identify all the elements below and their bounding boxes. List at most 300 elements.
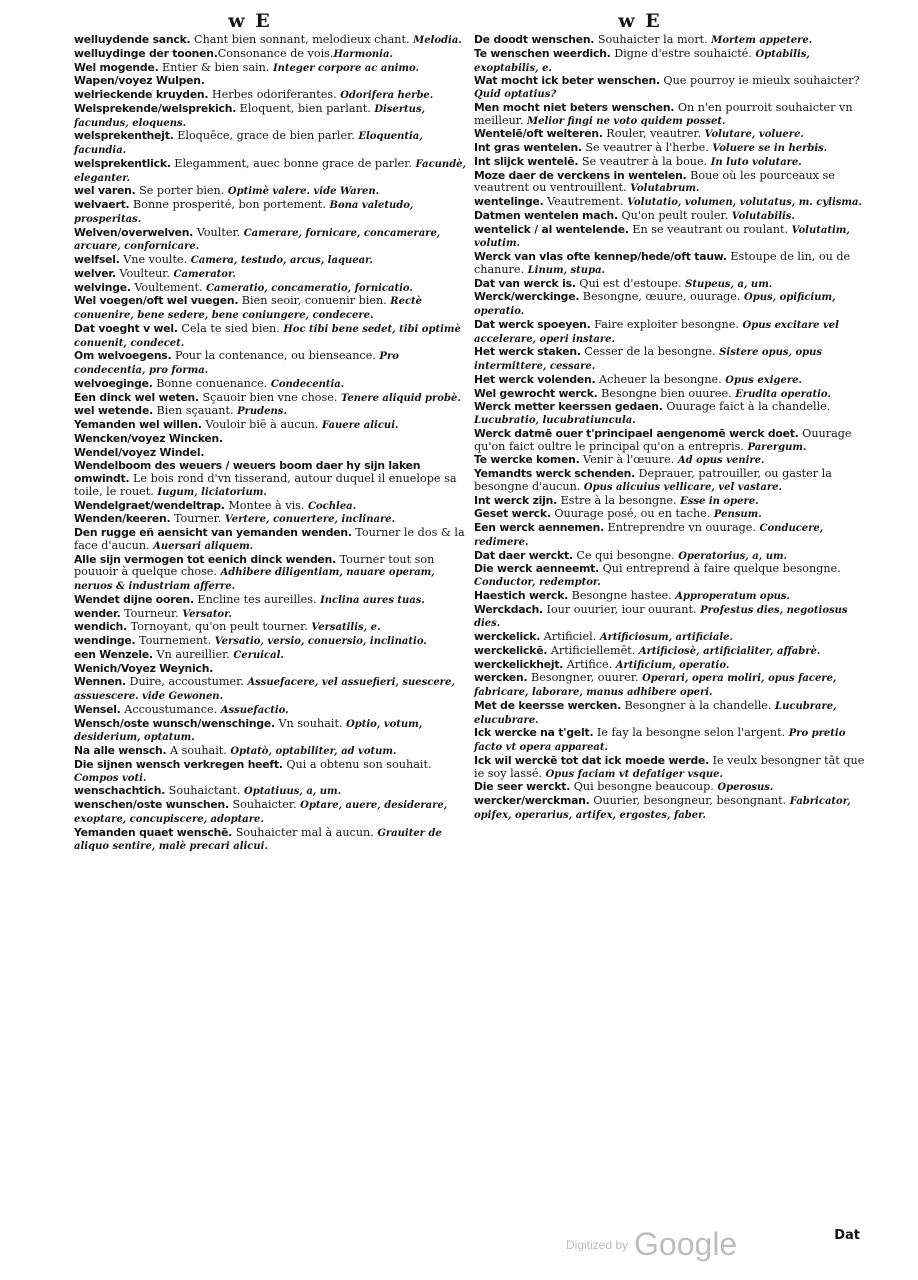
latin-gloss: Bona valetudo, prosperitas.: [74, 200, 414, 225]
dictionary-entry: [74, 392, 467, 406]
latin-gloss: Auersari aliquem.: [153, 540, 254, 552]
french-gloss: Entreprendre vn ouurage.: [603, 521, 760, 534]
headword: Ick wil werckē tot dat ick moede werde.: [474, 753, 710, 767]
headword: Wat mocht ick beter wenschen.: [474, 74, 660, 88]
french-gloss: Vn souhait.: [274, 716, 347, 730]
headword: wel varen.: [74, 184, 136, 198]
headword: wentelick / al wentelende.: [474, 222, 629, 236]
latin-gloss: Optatò, optabiliter, ad votum.: [230, 746, 397, 757]
headword: welluydende sanck.: [74, 33, 191, 46]
headword: wentelinge.: [474, 195, 544, 208]
headword: Wendet dijne ooren.: [74, 592, 194, 606]
dictionary-entry: [474, 522, 867, 550]
french-gloss: Voulteur.: [115, 266, 174, 280]
latin-gloss: Parergum.: [747, 441, 807, 453]
french-gloss: Boue où les pourceaux se veautrent ou ventrouillent.: [474, 168, 835, 195]
latin-gloss: Versator.: [182, 608, 232, 620]
latin-gloss: Camerator.: [173, 268, 236, 280]
french-gloss: Consonance de vois.: [217, 46, 334, 60]
dictionary-entry: [474, 102, 867, 129]
dictionary-entry: [74, 323, 467, 351]
watermark-small-text: Digitized by: [566, 1237, 629, 1252]
french-gloss: Ouurage qu'on faict oultre le principal qu'on a entrepris.: [474, 426, 852, 453]
french-gloss: Souhaicter.: [228, 798, 301, 811]
latin-gloss: Optare, auere, desiderare, exoptare, concupiscere, adoptare.: [74, 800, 448, 825]
dictionary-entry: [74, 594, 467, 608]
headword: welrieckende kruyden.: [74, 88, 209, 101]
french-gloss: Elegamment, auec bonne grace de parler.: [170, 156, 416, 170]
headword: Men mocht niet beters wenschen.: [474, 100, 675, 114]
headword: Int slijck wentelē.: [474, 154, 579, 168]
headword: Werckdach.: [474, 602, 543, 616]
latin-gloss: Grauiter de aliquo sentire, malè precari alicui.: [74, 827, 442, 853]
dictionary-entry: [74, 254, 467, 268]
headword: welluydinge der toonen.: [74, 46, 218, 60]
headword: Wentelē/oft welteren.: [474, 127, 603, 141]
latin-gloss: Operari, opera moliri, opus facere, fabricare, laborare, manus adhibere operi.: [474, 673, 837, 698]
dictionary-entry: [74, 350, 467, 378]
french-gloss: Artificiellemēt.: [547, 643, 639, 657]
dictionary-entry: [74, 378, 467, 392]
french-gloss: Estoupe de lin, ou de chanure.: [474, 250, 851, 276]
latin-gloss: Iugum, liciatorium.: [157, 486, 267, 498]
headword: welvaert.: [74, 198, 130, 211]
french-gloss: Acheuer la besongne.: [595, 372, 726, 386]
french-gloss: Voultement.: [130, 280, 207, 294]
french-gloss: Ouurage posé, ou en tache.: [550, 507, 714, 521]
latin-gloss: Melior fingi ne voto quidem posset.: [527, 115, 726, 127]
french-gloss: Souhaictant.: [165, 784, 244, 798]
french-gloss: Venir à l'œuure.: [579, 453, 678, 467]
headword: Werck van vlas ofte kennep/hede/oft tauw.: [474, 250, 727, 263]
french-gloss: Vn aureillier.: [152, 647, 234, 661]
headword: Alle sijn vermogen tot eenich dinck wenden.: [74, 552, 337, 566]
dictionary-entry: [474, 563, 867, 590]
french-gloss: Pour la contenance, ou bienseance.: [171, 349, 380, 363]
dictionary-entry: [474, 401, 867, 428]
french-gloss: Faire exploiter besongne.: [590, 317, 743, 331]
french-gloss: Qui est d'estoupe.: [575, 276, 686, 290]
dictionary-entry: [474, 508, 867, 522]
dictionary-entry: [474, 659, 867, 673]
headword: Geset werck.: [474, 507, 551, 521]
dictionary-entry: [474, 727, 867, 755]
latin-gloss: Tenere aliquid probè.: [341, 392, 461, 404]
headword: Wel mogende.: [74, 60, 159, 74]
latin-gloss: Adhibere diligentiam, nauare operam, neruos & industriam afferre.: [74, 567, 435, 592]
headword: wercken.: [474, 671, 528, 685]
latin-gloss: Pro pretio facto vt opera appareat.: [474, 728, 846, 753]
dictionary-entry: [74, 785, 467, 799]
dictionary-entry: [74, 282, 467, 296]
dictionary-entry: [474, 196, 867, 210]
right-column: [474, 34, 867, 823]
latin-gloss: Hoc tibi bene sedet, tibi optimè conuenit, condecet.: [74, 323, 461, 349]
headword: Wel gewrocht werck.: [474, 386, 598, 400]
headword: Die sijnen wensch verkregen heeft.: [74, 757, 283, 771]
dictionary-entry: [474, 34, 867, 48]
french-gloss: Voulter.: [193, 225, 244, 239]
latin-gloss: Compos voti.: [74, 772, 147, 784]
dictionary-entry: [474, 278, 867, 292]
headword: wenschen/oste wunschen.: [74, 798, 229, 811]
page-header-right: w E: [618, 10, 662, 32]
latin-gloss: Ceruical.: [233, 649, 284, 661]
french-gloss: Ie fay la besongne selon l'argent.: [593, 726, 789, 740]
french-gloss: Qui entreprend à faire quelque besongne.: [599, 562, 841, 576]
headword: Wenden/keeren.: [74, 512, 171, 526]
dictionary-entry: [474, 251, 867, 278]
latin-gloss: Camera, testudo, arcus, laquear.: [190, 255, 373, 266]
headword: Welsprekende/welsprekich.: [74, 101, 237, 115]
dictionary-entry: [74, 199, 467, 227]
latin-gloss: Optatiuus, a, um.: [243, 786, 342, 798]
headword: Werck datmē ouer t'principael aengenomē werck doet.: [474, 426, 799, 440]
french-gloss: Duire, accoustumer.: [125, 675, 248, 689]
latin-gloss: Versatilis, e.: [311, 622, 381, 634]
french-gloss: Eloquent, bien parlant.: [236, 101, 375, 115]
latin-gloss: Conductor, redemptor.: [474, 577, 601, 588]
french-gloss: Ouurage faict à la chandelle.: [662, 400, 831, 414]
latin-gloss: Harmonia.: [333, 48, 393, 60]
headword: een Wenzele.: [74, 647, 153, 661]
headword: werckelickhejt.: [474, 657, 564, 671]
headword: werckelickē.: [474, 643, 548, 657]
dictionary-entry: [74, 460, 467, 499]
french-gloss: Tourner.: [170, 512, 225, 526]
headword: wercker/werckman.: [474, 794, 590, 807]
headword: wendich.: [74, 620, 128, 634]
headword: Te wercke komen.: [474, 453, 580, 467]
dictionary-entry: [74, 663, 467, 677]
dictionary-entry: [74, 827, 467, 855]
latin-gloss: Pro condecentia, pro forma.: [74, 351, 399, 376]
latin-gloss: Profestus dies, negotiosus dies.: [474, 604, 848, 630]
dictionary-entry: [74, 745, 467, 759]
french-gloss: Ce qui besongne.: [572, 548, 679, 562]
headword: wendinge.: [74, 634, 136, 647]
headword: welsprekenthejt.: [74, 129, 174, 143]
french-gloss: Besongne bien ouuree.: [597, 386, 736, 400]
french-gloss: Artifice.: [563, 657, 616, 671]
headword: Dat daer werckt.: [474, 548, 573, 562]
french-gloss: Vne voulte.: [119, 253, 191, 266]
french-gloss: Se veautrer à l'herbe.: [581, 141, 713, 154]
headword: Een werck aennemen.: [474, 521, 604, 534]
dictionary-entry: [474, 495, 867, 509]
dictionary-entry: [474, 170, 867, 197]
latin-gloss: Stupeus, a, um.: [685, 278, 773, 290]
dictionary-entry: [74, 635, 467, 649]
headword: Een dinck wel weten.: [74, 390, 199, 404]
headword: welver.: [74, 266, 116, 280]
dictionary-entry: [474, 388, 867, 402]
french-gloss: Se porter bien.: [135, 184, 228, 198]
french-gloss: Bonne prosperité, bon portement.: [129, 198, 330, 211]
headword: Den rugge eñ aensicht van yemanden wenden.: [74, 526, 352, 539]
dictionary-entry: [74, 419, 467, 433]
latin-gloss: Volutabrum.: [630, 183, 700, 195]
latin-gloss: Vertere, conuertere, inclinare.: [224, 514, 396, 526]
dictionary-entry: [74, 759, 467, 786]
dictionary-entry: [74, 268, 467, 282]
french-gloss: Eloquēce, grace de bien parler.: [173, 129, 359, 143]
latin-gloss: Assuefacere, vel assuefieri, suescere, assuescere. vide Gewonen.: [74, 677, 455, 702]
french-gloss: Encline tes aureilles.: [193, 592, 321, 606]
latin-gloss: Voluere se in herbis.: [712, 143, 828, 154]
french-gloss: Besongner à la chandelle.: [621, 698, 776, 712]
latin-gloss: Prudens.: [237, 406, 287, 418]
dictionary-entry: [474, 48, 867, 76]
french-gloss: En se veautrant ou roulant.: [628, 222, 792, 236]
latin-gloss: Odorifera herbe.: [340, 90, 434, 101]
dictionary-entry: [74, 62, 467, 76]
left-column: [74, 34, 467, 854]
headword: Die werck aenneemt.: [474, 562, 600, 576]
latin-gloss: Lucubrare, elucubrare.: [474, 700, 837, 726]
dictionary-entry: [74, 158, 467, 186]
headword: Dat voeght v wel.: [74, 321, 178, 335]
french-gloss: Deprauer, patrouiller, ou gaster la besongne d'aucun.: [474, 467, 832, 493]
latin-gloss: Artificiosè, artificialiter, affabrè.: [638, 645, 821, 657]
dictionary-entry: [74, 621, 467, 635]
french-gloss: Se veautrer à la boue.: [578, 154, 711, 168]
dictionary-entry: [74, 34, 467, 48]
french-gloss: Besongne hastee.: [568, 588, 676, 602]
headword: Wensch/oste wunsch/wenschinge.: [74, 716, 275, 730]
latin-gloss: Cameratio, concameratio, fornicatio.: [206, 282, 413, 294]
dictionary-entry: [74, 405, 467, 419]
latin-gloss: Operosus.: [717, 782, 774, 794]
french-gloss: Souhaicter mal à aucun.: [232, 825, 378, 839]
latin-gloss: Condecentia.: [270, 378, 345, 390]
french-gloss: Vouloir biē à aucun.: [201, 418, 322, 431]
headword: welvinge.: [74, 280, 131, 294]
french-gloss: Qui a obtenu son souhait.: [282, 757, 432, 771]
dictionary-entry: [474, 604, 867, 632]
dictionary-entry: [74, 554, 467, 594]
french-gloss: Herbes odoriferantes.: [208, 88, 341, 101]
headword: Welven/overwelven.: [74, 225, 194, 239]
latin-gloss: Fabricator, opifex, operarius, artifex, ergostes, faber.: [474, 796, 851, 821]
latin-gloss: Operatorius, a, um.: [678, 550, 788, 562]
dictionary-entry: [474, 672, 867, 700]
latin-gloss: Conducere, redimere.: [474, 523, 824, 548]
headword: wenschachtich.: [74, 784, 166, 798]
french-gloss: Tourner tout son pouuoir à quelque chose.: [74, 552, 435, 579]
latin-gloss: Assuefactio.: [220, 704, 289, 716]
headword: Wennen.: [74, 675, 126, 689]
latin-gloss: Mortem appetere.: [711, 35, 813, 46]
dictionary-entry: [74, 48, 467, 62]
headword: Die seer werckt.: [474, 780, 571, 794]
dictionary-entry: [474, 468, 867, 495]
french-gloss: Estre à la besongne.: [557, 493, 681, 507]
latin-gloss: Ad opus venire.: [677, 455, 765, 467]
latin-gloss: Lucubratio, lucubratiuncula.: [474, 415, 636, 426]
page-header-left: w E: [228, 10, 272, 32]
latin-gloss: Linum, stupa.: [527, 264, 606, 276]
french-gloss: Tourneur.: [120, 606, 183, 620]
dictionary-entry: [74, 185, 467, 199]
dictionary-entry: [74, 130, 467, 158]
dictionary-entry: [474, 319, 867, 347]
dictionary-entry: [474, 428, 867, 455]
french-gloss: Cesser de la besongne.: [580, 345, 720, 359]
latin-gloss: Approperatum opus.: [675, 590, 790, 602]
dictionary-entry: [474, 645, 867, 659]
dictionary-entry: [74, 103, 467, 131]
dictionary-entry: [74, 799, 467, 827]
headword: Met de keersse wercken.: [474, 698, 622, 712]
french-gloss: Bien seoir, conuenir bien.: [238, 294, 391, 308]
headword: wel wetende.: [74, 404, 153, 418]
headword: Te wenschen weerdich.: [474, 46, 611, 60]
french-gloss: Ouurier, besongneur, besongnant.: [589, 794, 790, 807]
dictionary-entry: [474, 156, 867, 170]
latin-gloss: Camerare, fornicare, concamerare, arcuare, confornicare.: [74, 227, 441, 253]
latin-gloss: Inclina aures tuas.: [320, 594, 425, 606]
dictionary-entry: [74, 608, 467, 622]
dictionary-entry: [74, 447, 467, 461]
french-gloss: Qu'on peult rouler.: [617, 208, 732, 222]
dictionary-entry: [74, 676, 467, 704]
dictionary-entry: [474, 631, 867, 645]
dictionary-entry: [474, 346, 867, 374]
latin-gloss: Opus, opificium, operatio.: [474, 292, 836, 317]
latin-gloss: Volutare, voluere.: [704, 129, 804, 141]
latin-gloss: Optio, votum, desiderium, optatum.: [74, 718, 423, 744]
dictionary-entry: [474, 755, 867, 782]
french-gloss: Accoustumance.: [120, 702, 221, 716]
headword: Haestich werck.: [474, 588, 569, 602]
french-gloss: Digne d'estre souhaicté.: [610, 46, 756, 60]
french-gloss: Ie veulx besongner tāt que ie soy lassé.: [474, 753, 865, 780]
dictionary-entry: [474, 781, 867, 795]
headword: Yemanden quaet wenschē.: [74, 825, 233, 839]
headword: Yemanden wel willen.: [74, 418, 202, 431]
headword: Yemandts werck schenden.: [474, 467, 635, 480]
latin-gloss: Erudita operatio.: [735, 388, 831, 400]
dictionary-entry: [474, 700, 867, 728]
headword: Int werck zijn.: [474, 493, 558, 507]
french-gloss: On n'en pourroit souhaicter vn meilleur.: [474, 100, 853, 127]
french-gloss: Besongner, ouurer.: [527, 671, 643, 685]
digitized-watermark: [566, 1226, 737, 1263]
french-gloss: Artificiel.: [540, 630, 600, 643]
dictionary-entry: [474, 795, 867, 823]
french-gloss: Que pourroy ie mieulx souhaicter?: [659, 74, 860, 88]
latin-gloss: Pensum.: [713, 509, 762, 521]
headword: Wencken/voyez Wincken.: [74, 431, 223, 445]
french-gloss: Tornoyant, qu'on peult tourner.: [127, 620, 312, 634]
latin-gloss: Rectè conuenire, bene sedere, bene coniungere, condecere.: [74, 296, 423, 321]
headword: Het werck volenden.: [474, 372, 596, 386]
headword: Dat van werck is.: [474, 276, 576, 290]
french-gloss: Veautrement.: [543, 195, 628, 208]
latin-gloss: Esse in opere.: [680, 495, 759, 507]
headword: welfsel.: [74, 253, 120, 266]
french-gloss: Chant bien sonnant, melodieux chant.: [190, 33, 414, 46]
dictionary-entry: [74, 89, 467, 103]
latin-gloss: Eloquentia, facundia.: [74, 131, 423, 156]
latin-gloss: Opus excitare vel accelerare, operi instare.: [474, 319, 839, 345]
dictionary-entry: [474, 142, 867, 156]
latin-gloss: Optimè valere. vide Waren.: [227, 186, 380, 198]
latin-gloss: Disertus, facundus, eloquens.: [74, 103, 426, 129]
dictionary-entry: [474, 590, 867, 604]
dictionary-entry: [474, 128, 867, 142]
headword: Wendel/voyez Windel.: [74, 445, 205, 459]
headword: Wendelgraet/wendeltrap.: [74, 498, 225, 512]
dictionary-entry: [74, 295, 467, 323]
dictionary-entry: [74, 527, 467, 554]
dictionary-entry: [474, 224, 867, 252]
french-gloss: A souhait.: [166, 744, 231, 757]
latin-gloss: Opus faciam vt defatiger vsque.: [545, 768, 723, 780]
headword: Wenich/Voyez Weynich.: [74, 661, 214, 675]
headword: Wapen/voyez Wulpen.: [74, 74, 205, 88]
catchword: Dat: [834, 1228, 860, 1243]
latin-gloss: Volutatio, volumen, volutatus, m. cylisma.: [627, 197, 862, 208]
dictionary-entry: [74, 704, 467, 718]
french-gloss: Montee à vis.: [224, 498, 309, 512]
french-gloss: Bien sçauant.: [152, 404, 238, 418]
headword: Datmen wentelen mach.: [474, 208, 618, 222]
french-gloss: Souhaicter la mort.: [594, 33, 712, 46]
latin-gloss: Optabilis, exoptabilis, e.: [474, 48, 810, 74]
dictionary-entry: [474, 374, 867, 388]
french-gloss: Besongne, œuure, ouurage.: [579, 290, 745, 304]
latin-gloss: Artificium, operatio.: [615, 659, 730, 671]
latin-gloss: Quid optatius?: [474, 89, 557, 100]
dictionary-entry: [474, 454, 867, 468]
headword: Na alle wensch.: [74, 744, 167, 757]
headword: Moze daer de verckens in wentelen.: [474, 168, 687, 182]
latin-gloss: Versatio, versio, conuersio, inclinatio.: [214, 636, 427, 647]
french-gloss: Tournement.: [135, 634, 215, 647]
latin-gloss: Volutabilis.: [731, 210, 795, 222]
french-gloss: Entier & bien sain.: [158, 60, 273, 74]
latin-gloss: Opus alicuius vellicare, vel vastare.: [583, 481, 782, 493]
dictionary-entry: [74, 718, 467, 746]
dictionary-entry: [74, 513, 467, 527]
latin-gloss: Facundè, eleganter.: [74, 158, 467, 184]
french-gloss: Rouler, veautrer.: [602, 127, 705, 141]
latin-gloss: Fauere alicui.: [321, 420, 399, 431]
headword: Om welvoegens.: [74, 349, 172, 363]
headword: Dat werck spoeyen.: [474, 317, 591, 331]
headword: werckelick.: [474, 630, 541, 643]
french-gloss: Cela te sied bien.: [177, 321, 284, 335]
french-gloss: Bonne conuenance.: [152, 376, 271, 390]
latin-gloss: Cochlea.: [308, 500, 357, 512]
dictionary-entry: [474, 210, 867, 224]
french-gloss: Sçauoir bien vne chose.: [198, 390, 342, 404]
latin-gloss: Sistere opus, opus intermittere, cessare.: [474, 347, 823, 372]
headword: welvoeginge.: [74, 376, 153, 390]
headword: De doodt wenschen.: [474, 33, 595, 46]
latin-gloss: In luto volutare.: [710, 156, 802, 168]
french-gloss: Tourner le dos & la face d'aucun.: [74, 526, 465, 552]
latin-gloss: Volutatim, volutim.: [474, 224, 850, 250]
headword: Int gras wentelen.: [474, 141, 582, 154]
latin-gloss: Integer corpore ac animo.: [272, 62, 419, 74]
latin-gloss: Opus exigere.: [725, 374, 802, 386]
french-gloss: Le bois rond d'vn tisserand, autour duquel il enuelope sa toile, le rouet.: [74, 472, 457, 498]
dictionary-entry: [74, 500, 467, 514]
headword: Ick wercke na t'gelt.: [474, 726, 594, 740]
